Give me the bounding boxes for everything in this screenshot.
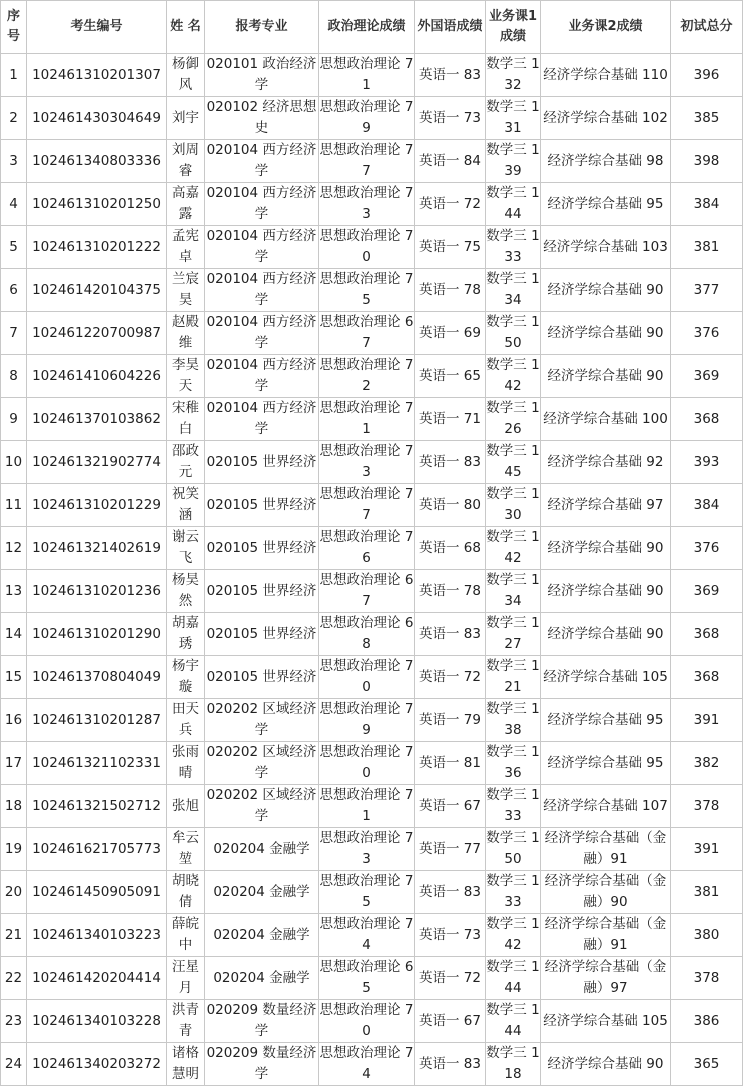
cell-total: 368	[671, 613, 743, 656]
cell-name: 赵殿维	[167, 312, 205, 355]
cell-total: 396	[671, 54, 743, 97]
cell-seq: 15	[1, 656, 27, 699]
cell-foreign: 英语一 69	[415, 312, 486, 355]
cell-foreign: 英语一 75	[415, 226, 486, 269]
table-row	[1, 957, 743, 1000]
table-row	[1, 54, 743, 97]
cell-course1: 数学三 136	[486, 742, 541, 785]
cell-foreign: 英语一 65	[415, 355, 486, 398]
cell-total: 384	[671, 484, 743, 527]
cell-foreign: 英语一 83	[415, 54, 486, 97]
cell-candidate-id: 102461310201229	[27, 484, 167, 527]
cell-candidate-id: 102461420204414	[27, 957, 167, 1000]
table-row	[1, 613, 743, 656]
cell-course2: 经济学综合基础 92	[541, 441, 671, 484]
cell-candidate-id: 102461220700987	[27, 312, 167, 355]
cell-seq: 16	[1, 699, 27, 742]
cell-seq: 6	[1, 269, 27, 312]
cell-seq: 1	[1, 54, 27, 97]
table-row	[1, 871, 743, 914]
cell-course2: 经济学综合基础 90	[541, 527, 671, 570]
table-row	[1, 527, 743, 570]
cell-politics: 思想政治理论 68	[319, 613, 415, 656]
table-row	[1, 699, 743, 742]
cell-course2: 经济学综合基础 110	[541, 54, 671, 97]
cell-major: 020202 区域经济学	[205, 699, 319, 742]
cell-major: 020105 世界经济	[205, 441, 319, 484]
cell-major: 020104 西方经济学	[205, 226, 319, 269]
cell-politics: 思想政治理论 79	[319, 97, 415, 140]
cell-course1: 数学三 150	[486, 312, 541, 355]
header-course1: 业务课1成绩	[486, 1, 541, 54]
cell-course1: 数学三 142	[486, 914, 541, 957]
cell-total: 391	[671, 699, 743, 742]
cell-politics: 思想政治理论 72	[319, 355, 415, 398]
cell-politics: 思想政治理论 71	[319, 785, 415, 828]
cell-course2: 经济学综合基础 105	[541, 656, 671, 699]
cell-politics: 思想政治理论 76	[319, 527, 415, 570]
cell-total: 384	[671, 183, 743, 226]
cell-foreign: 英语一 67	[415, 1000, 486, 1043]
cell-seq: 10	[1, 441, 27, 484]
cell-course1: 数学三 127	[486, 613, 541, 656]
cell-seq: 12	[1, 527, 27, 570]
cell-major: 020105 世界经济	[205, 484, 319, 527]
cell-course1: 数学三 144	[486, 183, 541, 226]
cell-major: 020202 区域经济学	[205, 742, 319, 785]
cell-candidate-id: 102461321402619	[27, 527, 167, 570]
cell-seq: 9	[1, 398, 27, 441]
cell-name: 李昊天	[167, 355, 205, 398]
table-row	[1, 441, 743, 484]
cell-seq: 23	[1, 1000, 27, 1043]
header-major: 报考专业	[205, 1, 319, 54]
cell-name: 张旭	[167, 785, 205, 828]
cell-course1: 数学三 138	[486, 699, 541, 742]
cell-politics: 思想政治理论 75	[319, 871, 415, 914]
cell-course2: 经济学综合基础 102	[541, 97, 671, 140]
cell-name: 张雨晴	[167, 742, 205, 785]
cell-candidate-id: 102461310201222	[27, 226, 167, 269]
cell-foreign: 英语一 68	[415, 527, 486, 570]
cell-foreign: 英语一 73	[415, 97, 486, 140]
cell-foreign: 英语一 83	[415, 441, 486, 484]
cell-politics: 思想政治理论 73	[319, 183, 415, 226]
cell-candidate-id: 102461370103862	[27, 398, 167, 441]
cell-name: 牟云堃	[167, 828, 205, 871]
cell-candidate-id: 102461310201290	[27, 613, 167, 656]
cell-total: 369	[671, 570, 743, 613]
table-row	[1, 398, 743, 441]
cell-major: 020204 金融学	[205, 828, 319, 871]
cell-name: 汪星月	[167, 957, 205, 1000]
cell-foreign: 英语一 81	[415, 742, 486, 785]
cell-course1: 数学三 139	[486, 140, 541, 183]
cell-major: 020102 经济思想史	[205, 97, 319, 140]
cell-course1: 数学三 133	[486, 871, 541, 914]
cell-candidate-id: 102461340803336	[27, 140, 167, 183]
cell-major: 020104 西方经济学	[205, 312, 319, 355]
cell-course2: 经济学综合基础 95	[541, 183, 671, 226]
table-body	[1, 54, 743, 1086]
cell-politics: 思想政治理论 74	[319, 1043, 415, 1086]
cell-name: 田天兵	[167, 699, 205, 742]
table-row	[1, 140, 743, 183]
cell-name: 胡嘉琇	[167, 613, 205, 656]
cell-course2: 经济学综合基础 95	[541, 699, 671, 742]
header-foreign: 外国语成绩	[415, 1, 486, 54]
cell-name: 胡晓倩	[167, 871, 205, 914]
cell-total: 376	[671, 312, 743, 355]
cell-seq: 20	[1, 871, 27, 914]
cell-foreign: 英语一 77	[415, 828, 486, 871]
cell-major: 020104 西方经济学	[205, 183, 319, 226]
cell-seq: 4	[1, 183, 27, 226]
cell-course1: 数学三 133	[486, 226, 541, 269]
cell-course1: 数学三 126	[486, 398, 541, 441]
cell-course2: 经济学综合基础 90	[541, 570, 671, 613]
cell-total: 393	[671, 441, 743, 484]
cell-total: 381	[671, 226, 743, 269]
cell-total: 376	[671, 527, 743, 570]
cell-candidate-id: 102461310201307	[27, 54, 167, 97]
cell-seq: 24	[1, 1043, 27, 1086]
cell-name: 诸格慧明	[167, 1043, 205, 1086]
cell-name: 宋稚白	[167, 398, 205, 441]
header-name: 姓 名	[167, 1, 205, 54]
cell-seq: 14	[1, 613, 27, 656]
cell-candidate-id: 102461321502712	[27, 785, 167, 828]
cell-foreign: 英语一 83	[415, 1043, 486, 1086]
cell-seq: 17	[1, 742, 27, 785]
cell-course2: 经济学综合基础（金融）97	[541, 957, 671, 1000]
cell-politics: 思想政治理论 70	[319, 656, 415, 699]
cell-name: 杨昊然	[167, 570, 205, 613]
cell-seq: 3	[1, 140, 27, 183]
table-row	[1, 312, 743, 355]
cell-course2: 经济学综合基础 103	[541, 226, 671, 269]
cell-course2: 经济学综合基础 100	[541, 398, 671, 441]
cell-foreign: 英语一 72	[415, 656, 486, 699]
cell-course1: 数学三 144	[486, 957, 541, 1000]
cell-total: 381	[671, 871, 743, 914]
cell-major: 020105 世界经济	[205, 527, 319, 570]
table-row	[1, 97, 743, 140]
cell-course1: 数学三 142	[486, 355, 541, 398]
cell-name: 祝笑涵	[167, 484, 205, 527]
cell-politics: 思想政治理论 73	[319, 441, 415, 484]
cell-total: 386	[671, 1000, 743, 1043]
cell-course2: 经济学综合基础（金融）90	[541, 871, 671, 914]
cell-candidate-id: 102461340103223	[27, 914, 167, 957]
cell-name: 兰宸昊	[167, 269, 205, 312]
cell-foreign: 英语一 83	[415, 871, 486, 914]
cell-course1: 数学三 134	[486, 269, 541, 312]
cell-foreign: 英语一 78	[415, 269, 486, 312]
cell-candidate-id: 102461420104375	[27, 269, 167, 312]
cell-foreign: 英语一 71	[415, 398, 486, 441]
cell-seq: 19	[1, 828, 27, 871]
cell-total: 377	[671, 269, 743, 312]
cell-candidate-id: 102461370804049	[27, 656, 167, 699]
cell-course1: 数学三 132	[486, 54, 541, 97]
cell-total: 398	[671, 140, 743, 183]
cell-name: 邵政元	[167, 441, 205, 484]
cell-total: 368	[671, 656, 743, 699]
table-row	[1, 570, 743, 613]
header-politics: 政治理论成绩	[319, 1, 415, 54]
cell-major: 020104 西方经济学	[205, 269, 319, 312]
cell-candidate-id: 102461321902774	[27, 441, 167, 484]
cell-candidate-id: 102461310201236	[27, 570, 167, 613]
cell-candidate-id: 102461450905091	[27, 871, 167, 914]
table-row	[1, 269, 743, 312]
table-row	[1, 785, 743, 828]
cell-seq: 5	[1, 226, 27, 269]
cell-politics: 思想政治理论 73	[319, 828, 415, 871]
table-row	[1, 226, 743, 269]
cell-politics: 思想政治理论 74	[319, 914, 415, 957]
table-row	[1, 484, 743, 527]
cell-course1: 数学三 145	[486, 441, 541, 484]
cell-course1: 数学三 144	[486, 1000, 541, 1043]
cell-course2: 经济学综合基础 95	[541, 742, 671, 785]
cell-course2: 经济学综合基础 90	[541, 613, 671, 656]
cell-course1: 数学三 118	[486, 1043, 541, 1086]
cell-name: 薛皖中	[167, 914, 205, 957]
cell-politics: 思想政治理论 77	[319, 484, 415, 527]
cell-name: 孟宪卓	[167, 226, 205, 269]
cell-course1: 数学三 131	[486, 97, 541, 140]
cell-total: 369	[671, 355, 743, 398]
cell-major: 020105 世界经济	[205, 570, 319, 613]
cell-foreign: 英语一 83	[415, 613, 486, 656]
cell-total: 368	[671, 398, 743, 441]
cell-candidate-id: 102461340103228	[27, 1000, 167, 1043]
cell-seq: 18	[1, 785, 27, 828]
cell-course2: 经济学综合基础 90	[541, 269, 671, 312]
cell-major: 020204 金融学	[205, 957, 319, 1000]
cell-course2: 经济学综合基础 98	[541, 140, 671, 183]
header-course2: 业务课2成绩	[541, 1, 671, 54]
cell-total: 380	[671, 914, 743, 957]
cell-course1: 数学三 134	[486, 570, 541, 613]
cell-course2: 经济学综合基础（金融）91	[541, 828, 671, 871]
cell-major: 020105 世界经济	[205, 656, 319, 699]
cell-seq: 11	[1, 484, 27, 527]
cell-seq: 7	[1, 312, 27, 355]
cell-seq: 8	[1, 355, 27, 398]
cell-total: 385	[671, 97, 743, 140]
cell-total: 365	[671, 1043, 743, 1086]
cell-major: 020202 区域经济学	[205, 785, 319, 828]
cell-politics: 思想政治理论 75	[319, 269, 415, 312]
header-total: 初试总分	[671, 1, 743, 54]
cell-major: 020104 西方经济学	[205, 140, 319, 183]
cell-candidate-id: 102461410604226	[27, 355, 167, 398]
cell-major: 020209 数量经济学	[205, 1000, 319, 1043]
cell-politics: 思想政治理论 70	[319, 1000, 415, 1043]
cell-foreign: 英语一 79	[415, 699, 486, 742]
cell-name: 刘宇	[167, 97, 205, 140]
cell-seq: 22	[1, 957, 27, 1000]
cell-course2: 经济学综合基础 105	[541, 1000, 671, 1043]
cell-seq: 21	[1, 914, 27, 957]
cell-politics: 思想政治理论 71	[319, 54, 415, 97]
table-row	[1, 828, 743, 871]
table-row	[1, 914, 743, 957]
cell-candidate-id: 102461321102331	[27, 742, 167, 785]
cell-total: 391	[671, 828, 743, 871]
cell-seq: 13	[1, 570, 27, 613]
cell-name: 刘周睿	[167, 140, 205, 183]
cell-major: 020104 西方经济学	[205, 355, 319, 398]
header-candidate-id: 考生编号	[27, 1, 167, 54]
cell-course2: 经济学综合基础 90	[541, 355, 671, 398]
cell-politics: 思想政治理论 65	[319, 957, 415, 1000]
cell-major: 020204 金融学	[205, 914, 319, 957]
cell-total: 382	[671, 742, 743, 785]
cell-name: 杨御风	[167, 54, 205, 97]
cell-candidate-id: 102461310201250	[27, 183, 167, 226]
cell-politics: 思想政治理论 71	[319, 398, 415, 441]
cell-politics: 思想政治理论 70	[319, 742, 415, 785]
table-row	[1, 1043, 743, 1086]
cell-course1: 数学三 121	[486, 656, 541, 699]
table-row	[1, 742, 743, 785]
cell-course2: 经济学综合基础（金融）91	[541, 914, 671, 957]
cell-foreign: 英语一 78	[415, 570, 486, 613]
cell-course1: 数学三 142	[486, 527, 541, 570]
cell-course2: 经济学综合基础 97	[541, 484, 671, 527]
cell-name: 谢云飞	[167, 527, 205, 570]
cell-major: 020209 数量经济学	[205, 1043, 319, 1086]
table-header-row	[1, 1, 743, 54]
header-seq: 序号	[1, 1, 27, 54]
cell-politics: 思想政治理论 67	[319, 312, 415, 355]
cell-course2: 经济学综合基础 90	[541, 312, 671, 355]
cell-name: 杨宇璇	[167, 656, 205, 699]
table-row	[1, 183, 743, 226]
cell-candidate-id: 102461340203272	[27, 1043, 167, 1086]
cell-total: 378	[671, 957, 743, 1000]
cell-foreign: 英语一 67	[415, 785, 486, 828]
cell-course2: 经济学综合基础 107	[541, 785, 671, 828]
cell-total: 378	[671, 785, 743, 828]
table-row	[1, 656, 743, 699]
cell-course1: 数学三 130	[486, 484, 541, 527]
cell-major: 020101 政治经济学	[205, 54, 319, 97]
cell-major: 020105 世界经济	[205, 613, 319, 656]
cell-name: 高嘉露	[167, 183, 205, 226]
cell-course2: 经济学综合基础 90	[541, 1043, 671, 1086]
cell-name: 洪青青	[167, 1000, 205, 1043]
cell-foreign: 英语一 72	[415, 183, 486, 226]
table-row	[1, 355, 743, 398]
cell-major: 020104 西方经济学	[205, 398, 319, 441]
cell-candidate-id: 102461310201287	[27, 699, 167, 742]
cell-politics: 思想政治理论 70	[319, 226, 415, 269]
cell-candidate-id: 102461430304649	[27, 97, 167, 140]
cell-seq: 2	[1, 97, 27, 140]
cell-foreign: 英语一 72	[415, 957, 486, 1000]
cell-foreign: 英语一 73	[415, 914, 486, 957]
table-row	[1, 1000, 743, 1043]
cell-foreign: 英语一 84	[415, 140, 486, 183]
cell-politics: 思想政治理论 79	[319, 699, 415, 742]
cell-politics: 思想政治理论 77	[319, 140, 415, 183]
cell-course1: 数学三 133	[486, 785, 541, 828]
cell-major: 020204 金融学	[205, 871, 319, 914]
cell-foreign: 英语一 80	[415, 484, 486, 527]
cell-politics: 思想政治理论 67	[319, 570, 415, 613]
cell-candidate-id: 102461621705773	[27, 828, 167, 871]
cell-course1: 数学三 150	[486, 828, 541, 871]
